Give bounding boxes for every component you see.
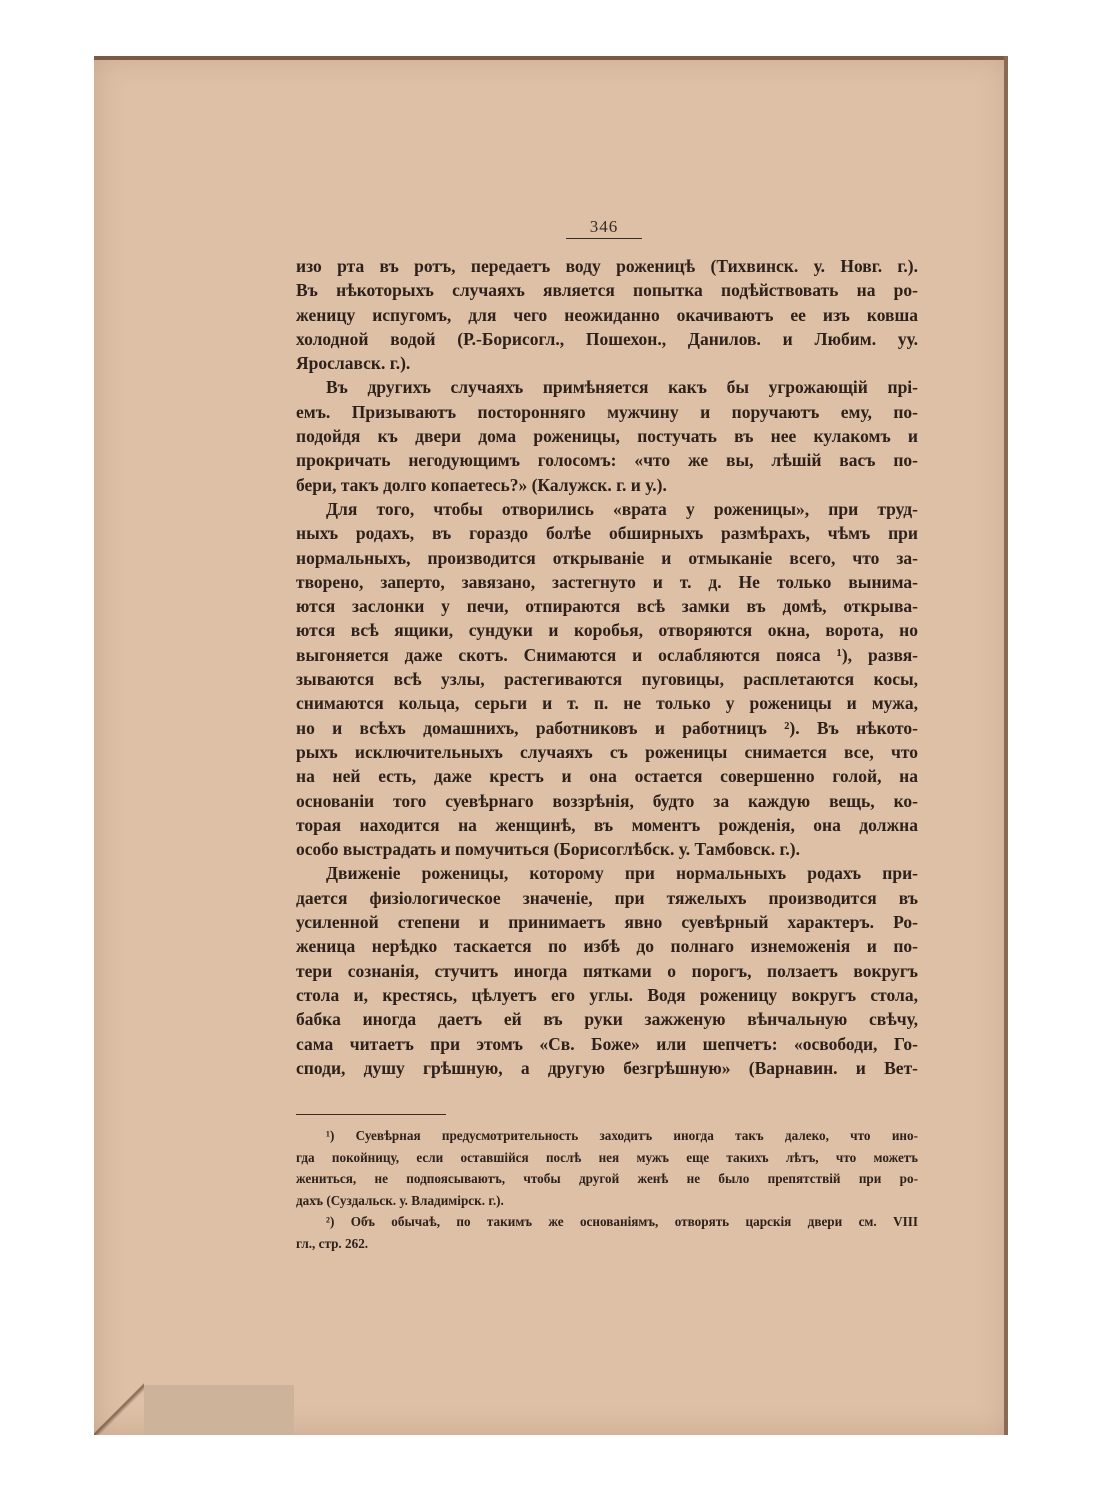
footnote-line: ¹) Суевѣрная предусмотрительность заходитъ иногда такъ далеко, что ино-: [326, 1128, 918, 1143]
text-line: женица нерѣдко таскается по избѣ до полнаго изнеможенія и по-: [296, 936, 918, 957]
footnote-line: ²) Объ обычаѣ, по такимъ же основаніямъ, отворять царскія двери см. VIII: [326, 1214, 918, 1229]
text-line: на ней есть, даже крестъ и она остается совершенно голой, на: [296, 766, 918, 787]
text-line: ются всѣ ящики, сундуки и коробья, отворяются окна, ворота, но: [296, 620, 918, 641]
text-line: торая находится на женщинѣ, въ моментъ рожденія, она должна: [296, 814, 918, 835]
paragraph-2: [296, 375, 918, 496]
scan-corner-patch: [144, 1385, 294, 1435]
text-line: подойдя къ двери дома роженицы, постучать въ нее кулакомъ и: [296, 426, 918, 447]
text-line: изо рта въ ротъ, передаетъ воду роженицѣ (Тихвинск. у. Новг. г.).: [296, 256, 918, 276]
text-line: Въ нѣкоторыхъ случаяхъ является попытка подѣйствовать на ро-: [296, 280, 918, 301]
body-text: [296, 254, 918, 1080]
text-line: зываются всѣ узлы, растегиваются пуговицы, расплетаются косы,: [296, 669, 918, 690]
text-line: выгоняется даже скотъ. Снимаются и ослабляются пояса ¹), развя-: [296, 644, 918, 665]
text-line: особо выстрадать и помучиться (Борисоглѣбск. у. Тамбовск. г.).: [296, 839, 801, 860]
page-number: 346: [589, 217, 619, 236]
footnote-line: гда покойницу, если оставшійся послѣ нея мужъ еще такихъ лѣтъ, что можетъ: [296, 1149, 918, 1165]
footnote-separator: [296, 1114, 446, 1115]
paragraph-3: [296, 497, 918, 861]
scan-edge-right: [1004, 56, 1008, 1435]
text-line: дается физіологическое значеніе, при тяжелыхъ производится въ: [296, 887, 918, 908]
footnote-line: гл., стр. 262.: [296, 1235, 369, 1251]
footnote-line: дахъ (Суздальск. у. Владимірск. г.).: [296, 1192, 504, 1208]
text-line: Ярославск. г.).: [296, 353, 411, 374]
text-line: нормальныхъ, производится открываніе и отмыканіе всего, что за-: [296, 547, 918, 568]
footnote-2: [296, 1211, 918, 1254]
scan-edge-top: [94, 56, 1008, 60]
footnote-line: жениться, не подпоясываютъ, чтобы другой женѣ не было препятствій при ро-: [296, 1171, 918, 1186]
text-line: Движеніе роженицы, которому при нормальныхъ родахъ при-: [326, 863, 918, 884]
text-line: но и всѣхъ домашнихъ, работниковъ и работницъ ²). Въ нѣкото-: [296, 717, 918, 738]
text-line: Для того, чтобы отворились «врата у роженицы», при труд-: [326, 498, 918, 519]
text-line: тери сознанія, стучитъ иногда пятками о порогъ, ползаетъ вокругъ: [296, 960, 918, 981]
text-line: емъ. Призываютъ посторонняго мужчину и поручаютъ ему, по-: [296, 401, 918, 422]
text-line: женицу испугомъ, для чего неожиданно окачиваютъ ее изъ ковша: [296, 304, 918, 325]
text-line: творено, заперто, завязано, застегнуто и т. д. Не только вынима-: [296, 571, 918, 592]
text-line: рыхъ исключительныхъ случаяхъ съ роженицы снимается все, что: [296, 741, 918, 762]
page-number-underline: [566, 238, 642, 239]
text-line: бери, такъ долго копаетесь?» (Калужск. г. и у.).: [296, 474, 667, 495]
text-line: снимаются кольца, серьги и т. п. не только у роженицы и мужа,: [296, 693, 918, 714]
text-line: прокричать негодующимъ голосомъ: «что же вы, лѣшій васъ по-: [296, 450, 918, 471]
scan-corner-mark: [94, 1380, 144, 1435]
paragraph-4: [296, 861, 918, 1080]
text-line: бабка иногда даетъ ей въ руки зажженую вѣнчальную свѣчу,: [296, 1009, 918, 1030]
text-line: ныхъ родахъ, въ гораздо болѣе обширныхъ размѣрахъ, чѣмъ при: [296, 523, 918, 544]
text-line: сама читаетъ при этомъ «Св. Боже» или шепчетъ: «освободи, Го-: [296, 1033, 918, 1054]
text-line: Въ другихъ случаяхъ примѣняется какъ бы угрожающій прі-: [326, 377, 918, 398]
text-line: споди, душу грѣшную, а другую безгрѣшную» (Варнавин. и Вет-: [296, 1057, 918, 1078]
paragraph-1: [296, 254, 918, 375]
footnotes: [296, 1125, 918, 1254]
text-line: холодной водой (Р.-Борисогл., Пошехон., Данилов. и Любим. уу.: [296, 328, 918, 349]
text-line: стола и, крестясь, цѣлуетъ его углы. Водя роженицу вокругъ стола,: [296, 984, 918, 1005]
text-line: основаніи того суевѣрнаго воззрѣнія, будто за каждую вещь, ко-: [296, 790, 918, 811]
text-line: ются заслонки у печи, отпираются всѣ замки въ домѣ, открыва-: [296, 596, 918, 617]
footnote-1: [296, 1125, 918, 1211]
text-line: усиленной степени и принимаетъ явно суевѣрный характеръ. Ро-: [296, 912, 918, 933]
